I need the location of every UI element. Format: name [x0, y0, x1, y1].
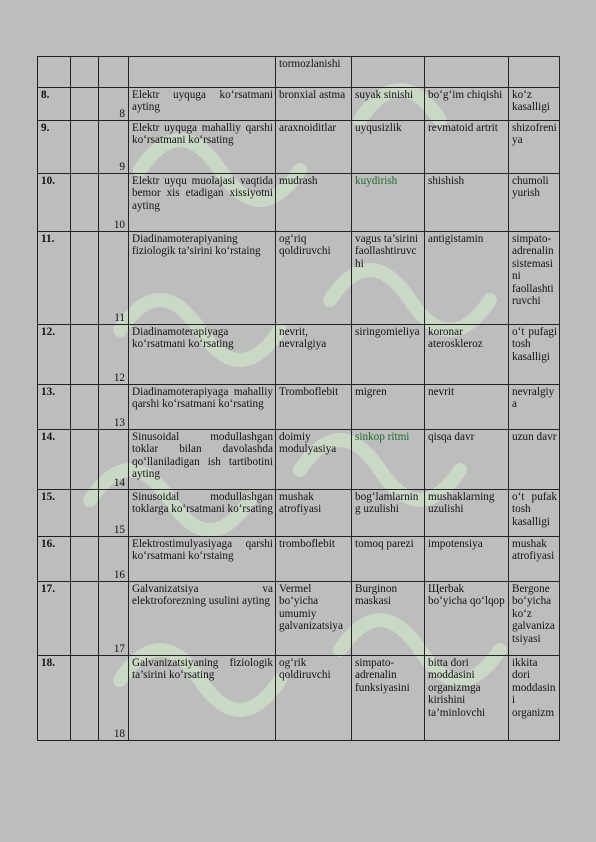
- row-number: [38, 57, 71, 88]
- answer-a: doimiy modulyasiya: [276, 430, 352, 490]
- question-index: 17: [99, 582, 129, 656]
- table-row: [38, 325, 560, 385]
- question-index: 15: [99, 490, 129, 537]
- answer-d: Bergone bo‘yicha ko‘z galvanizatsiyasi: [509, 582, 560, 656]
- answer-d: mushak atrofiyasi: [509, 537, 560, 582]
- answer-c: bo‘g‘im chiqishi: [425, 88, 509, 121]
- answer-b: bog‘lamlarning uzulishi: [352, 490, 425, 537]
- question-text: Galvanizatsiya va elektroforezning usulini ayting: [129, 582, 276, 656]
- answer-a: og‘rik qoldiruvchi: [276, 656, 352, 741]
- table-row: [38, 430, 560, 490]
- answer-a: tormozlanishi: [276, 57, 352, 88]
- answer-b: suyak sinishi: [352, 88, 425, 121]
- question-index: 14: [99, 430, 129, 490]
- table-row: [38, 88, 560, 121]
- answer-c: impotensiya: [425, 537, 509, 582]
- answer-a: og‘riq qoldiruvchi: [276, 232, 352, 325]
- empty-cell: [71, 430, 99, 490]
- row-number: 15.: [38, 490, 71, 537]
- answer-c: revmatoid artrit: [425, 121, 509, 174]
- row-number: 10.: [38, 174, 71, 232]
- empty-cell: [71, 656, 99, 741]
- answer-b: Burginon maskasi: [352, 582, 425, 656]
- empty-cell: [71, 325, 99, 385]
- question-index: 12: [99, 325, 129, 385]
- answer-d: chumoli yurish: [509, 174, 560, 232]
- answer-a: Tromboflebit: [276, 385, 352, 430]
- answer-b: tomoq parezi: [352, 537, 425, 582]
- answer-b: sinkop ritmi: [352, 430, 425, 490]
- answer-b: kuydirish: [352, 174, 425, 232]
- question-index: 16: [99, 537, 129, 582]
- question-text: Galvanizatsiyaning fiziologik ta’sirini ko‘rsating: [129, 656, 276, 741]
- answer-a: nevrit, nevralgiya: [276, 325, 352, 385]
- question-index: 8: [99, 88, 129, 121]
- table-row: [38, 174, 560, 232]
- question-text: Elektr uyqu muolajasi vaqtida bemor xis etadigan xissiyotni ayting: [129, 174, 276, 232]
- answer-c: Щerbak bo‘yicha qo‘lqop: [425, 582, 509, 656]
- answer-c: [425, 57, 509, 88]
- empty-cell: [71, 582, 99, 656]
- answer-d: simpato-adrenalin sistemasini faollashtiruvchi: [509, 232, 560, 325]
- question-index: 11: [99, 232, 129, 325]
- row-number: 11.: [38, 232, 71, 325]
- answer-c: koronar ateroskleroz: [425, 325, 509, 385]
- answer-d: [509, 57, 560, 88]
- answer-c: qisqa davr: [425, 430, 509, 490]
- answer-b: simpato-adrenalin funksiyasini: [352, 656, 425, 741]
- row-number: 14.: [38, 430, 71, 490]
- empty-cell: [71, 174, 99, 232]
- row-number: 12.: [38, 325, 71, 385]
- answer-b: siringomieliya: [352, 325, 425, 385]
- answer-a: tromboflebit: [276, 537, 352, 582]
- row-number: 16.: [38, 537, 71, 582]
- answer-a: Vermel bo‘yicha umumiy galvanizatsiya: [276, 582, 352, 656]
- answer-d: nevralgiya: [509, 385, 560, 430]
- answer-d: ikkita dori moddasini organizm: [509, 656, 560, 741]
- empty-cell: [71, 537, 99, 582]
- answer-a: araxnoiditlar: [276, 121, 352, 174]
- question-index: 13: [99, 385, 129, 430]
- question-index: 9: [99, 121, 129, 174]
- question-text: Sinusoidal modullashgan toklar bilan davolashda qo‘llaniladigan ish tartibotini ayting: [129, 430, 276, 490]
- table-row: [38, 537, 560, 582]
- table-row: [38, 385, 560, 430]
- row-number: 17.: [38, 582, 71, 656]
- empty-cell: [71, 88, 99, 121]
- empty-cell: [71, 490, 99, 537]
- answer-b: [352, 57, 425, 88]
- question-text: Diadinamoterapiyaning fiziologik ta’sirini ko‘rstaing: [129, 232, 276, 325]
- answer-a: mushak atrofiyasi: [276, 490, 352, 537]
- question-index: [99, 57, 129, 88]
- question-text: Sinusoidal modullashgan toklarga ko‘rsatmani ko‘rsating: [129, 490, 276, 537]
- answer-b: uyqusizlik: [352, 121, 425, 174]
- answer-d: ko‘z kasalligi: [509, 88, 560, 121]
- empty-cell: [71, 121, 99, 174]
- table-row: [38, 57, 560, 88]
- answer-a: mudrash: [276, 174, 352, 232]
- answer-c: mushaklarning uzulishi: [425, 490, 509, 537]
- question-index: 10: [99, 174, 129, 232]
- question-text: Elektr uyquga mahalliy qarshi ko‘rsatmani ko‘rsating: [129, 121, 276, 174]
- answer-d: uzun davr: [509, 430, 560, 490]
- empty-cell: [71, 232, 99, 325]
- question-text: Diadinamoterapiyaga ko‘rsatmani ko‘rsating: [129, 325, 276, 385]
- row-number: 8.: [38, 88, 71, 121]
- empty-cell: [71, 57, 99, 88]
- answer-c: shishish: [425, 174, 509, 232]
- answer-b: vagus ta’sirini faollashtiruvchi: [352, 232, 425, 325]
- answer-a: bronxial astma: [276, 88, 352, 121]
- answer-c: bitta dori moddasini organizmga kirishini ta’minlovchi: [425, 656, 509, 741]
- question-text: Elektrostimulyasiyaga qarshi ko‘rsatmani ko‘rstaing: [129, 537, 276, 582]
- answer-d: shizofreniya: [509, 121, 560, 174]
- question-text: Diadinamoterapiyaga mahalliy qarshi ko‘rsatmani ko‘rsating: [129, 385, 276, 430]
- answer-b: migren: [352, 385, 425, 430]
- table-row: [38, 490, 560, 537]
- question-text: [129, 57, 276, 88]
- answer-c: antigistamin: [425, 232, 509, 325]
- table-row: [38, 232, 560, 325]
- table-row: [38, 582, 560, 656]
- row-number: 9.: [38, 121, 71, 174]
- question-index: 18: [99, 656, 129, 741]
- row-number: 13.: [38, 385, 71, 430]
- table-row: [38, 121, 560, 174]
- row-number: 18.: [38, 656, 71, 741]
- answer-d: o‘t pufagi tosh kasalligi: [509, 325, 560, 385]
- question-text: Elektr uyquga ko‘rsatmani ayting: [129, 88, 276, 121]
- test-questions-table: [37, 56, 560, 741]
- answer-c: nevrit: [425, 385, 509, 430]
- empty-cell: [71, 385, 99, 430]
- answer-d: o‘t pufak tosh kasalligi: [509, 490, 560, 537]
- table-row: [38, 656, 560, 741]
